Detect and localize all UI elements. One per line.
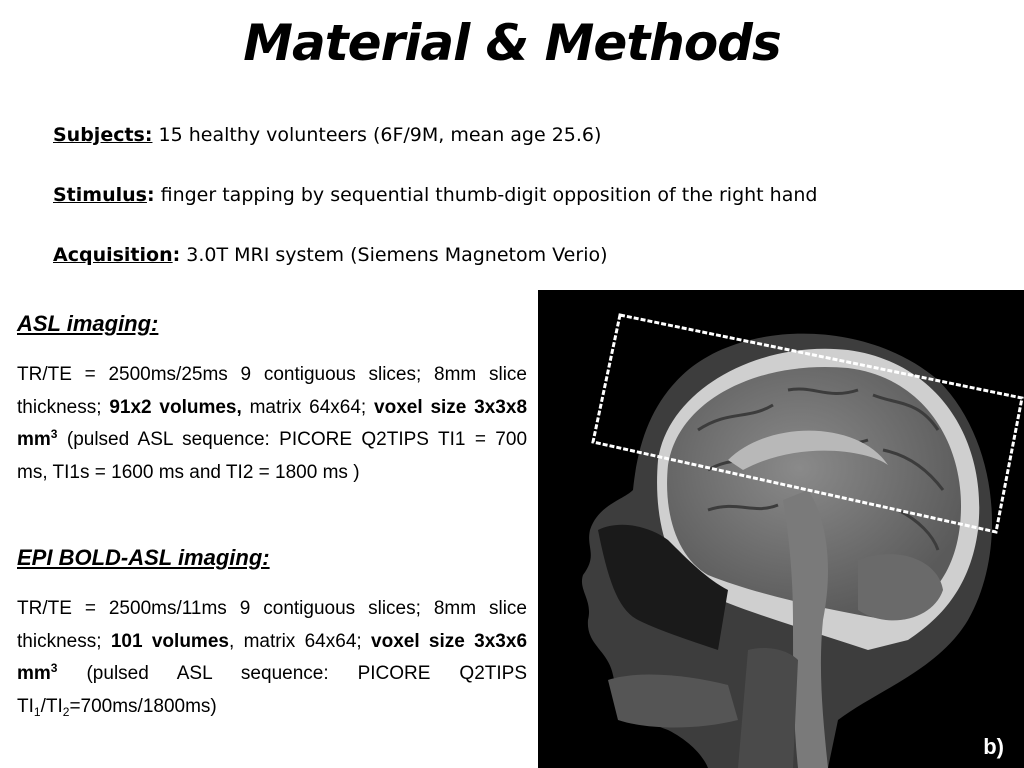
- epi-text-3: (pulsed ASL sequence: PICORE Q2TIPS TI: [17, 663, 528, 717]
- epi-ti2-sub: 2: [62, 704, 70, 719]
- page-title: Material & Methods: [243, 14, 781, 72]
- asl-volumes: 91x2 volumes,: [109, 396, 242, 418]
- subjects-text: 15 healthy volunteers (6F/9M, mean age 25.6): [158, 124, 602, 146]
- mri-head-illustration: [538, 290, 1024, 768]
- figure-label: b): [983, 734, 1004, 759]
- acquisition-colon: :: [172, 244, 181, 266]
- epi-voxel-size: voxel size 3x3x6 mm: [17, 630, 528, 684]
- epi-text-5: =700ms/1800ms): [69, 695, 217, 717]
- asl-paragraph: [17, 359, 527, 489]
- epi-paragraph: [17, 593, 527, 723]
- stimulus-colon: :: [146, 184, 155, 206]
- epi-ti1-sub: 1: [33, 704, 41, 719]
- epi-text-2: , matrix 64x64;: [228, 630, 362, 652]
- acquisition-text: 3.0T MRI system (Siemens Magnetom Verio): [186, 244, 608, 266]
- epi-text-4: /TI: [40, 695, 63, 717]
- acquisition-label: Acquisition: [53, 244, 173, 266]
- asl-voxel-sup: 3: [50, 427, 58, 441]
- asl-voxel-size: voxel size 3x3x8 mm: [17, 396, 528, 450]
- epi-text-1: TR/TE = 2500ms/11ms 9 contiguous slices; 8mm slice thickness;: [17, 598, 527, 652]
- subjects-line: [53, 124, 601, 146]
- asl-text-1: TR/TE = 2500ms/25ms 9 contiguous slices; 8mm slice thickness;: [17, 364, 527, 418]
- asl-heading: ASL imaging:: [17, 311, 159, 336]
- epi-heading: EPI BOLD-ASL imaging:: [17, 545, 270, 570]
- stimulus-label: Stimulus: [53, 184, 147, 206]
- asl-text-2: matrix 64x64;: [249, 396, 367, 418]
- mri-sagittal-image: [538, 290, 1024, 768]
- acquisition-line: [53, 244, 608, 266]
- epi-voxel-sup: 3: [50, 661, 58, 675]
- stimulus-line: [53, 184, 817, 206]
- subjects-label: Subjects:: [53, 124, 153, 146]
- stimulus-text: finger tapping by sequential thumb-digit opposition of the right hand: [160, 184, 818, 206]
- asl-text-3: (pulsed ASL sequence: PICORE Q2TIPS TI1 = 700 ms, TI1s = 1600 ms and TI2 = 1800 ms ): [17, 429, 528, 483]
- epi-volumes: 101 volumes: [110, 630, 229, 652]
